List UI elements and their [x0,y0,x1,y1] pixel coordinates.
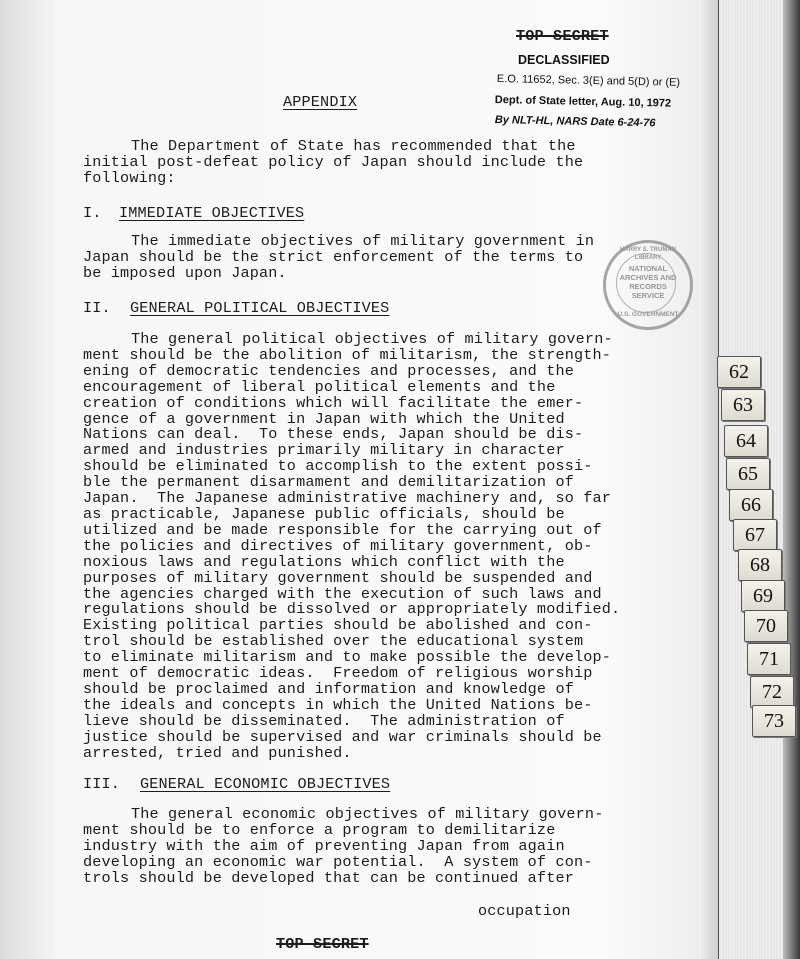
section-2-heading: GENERAL POLITICAL OBJECTIVES [130,299,390,317]
seal-line-4: SERVICE [631,291,665,300]
index-tab-66[interactable]: 66 [729,489,773,521]
section-3-numeral: III. [83,775,121,793]
intro-paragraph: The Department of State has recommended that the initial post-defeat policy of Japan should include the following: [83,137,584,187]
seal-line-1: NATIONAL [628,264,668,273]
page-title: APPENDIX [283,93,358,111]
top-secret-header: TOP SECRET [516,27,609,45]
index-tab-62[interactable]: 62 [717,356,761,388]
seal-bottom-text: U.S. GOVERNMENT [617,311,679,318]
declassified-by-line: By NLT-HL, NARS Date 6-24-76 [494,114,656,130]
top-secret-footer: TOP SECRET [276,935,369,953]
index-tab-64[interactable]: 64 [724,425,768,457]
index-tab-70[interactable]: 70 [744,610,788,642]
continuation-word: occupation [478,902,571,920]
seal-ring-text: HARRY S. TRUMAN LIBRARY [619,247,676,261]
library-seal [603,240,693,330]
index-tab-72[interactable]: 72 [750,676,794,708]
index-tab-63[interactable]: 63 [721,389,765,421]
dept-of-state-line: Dept. of State letter, Aug. 10, 1972 [494,94,672,110]
index-tab-67[interactable]: 67 [733,519,777,551]
seal-line-2: ARCHIVES AND [619,273,677,282]
index-tab-73[interactable]: 73 [752,705,796,737]
book-spine-shadow [783,0,800,959]
section-3-body: The general economic objectives of military govern- ment should be to enforce a program to demilitarize industry with the aim of preventing Japan from again developing an economic war potential. A system of con- trols should be developed that can be continued after [83,805,604,887]
section-1-numeral: I. [83,204,102,222]
section-1-body: The immediate objectives of military government in Japan should be the strict enforcement of the terms to be imposed upon Japan. [83,232,595,282]
seal-line-3: RECORDS [629,282,667,291]
eo-authority-line: E.O. 11652, Sec. 3(E) and 5(D) or (E) [496,73,681,89]
declassified-stamp: DECLASSIFIED [518,53,610,67]
section-2-numeral: II. [83,299,111,317]
section-3-heading: GENERAL ECONOMIC OBJECTIVES [140,775,391,793]
index-tab-65[interactable]: 65 [726,458,770,490]
index-tab-69[interactable]: 69 [741,580,785,612]
index-tab-68[interactable]: 68 [738,549,782,581]
section-2-body: The general political objectives of military govern- ment should be the abolition of militarism, the strength- ening of democratic tendencies and processes, and the encouragement of liberal political elements and the creation of conditions which will facilitate the emer- gence of a government in Japan with which the United Nations can deal. To these ends, Japan should be dis- armed and industries primarily military in character should be eliminated to accomplish to the extent possi- ble the permanent disarmament and demilitarization of Japan. The Japanese administrative machinery and, so far as practicable, Japanese public officials, should be utilized and be made responsible for the carrying out of the policies and directives of military government, ob- noxious laws and regulations which conflict with the purposes of military government should be suspended and the agencies charged with the execution of such laws and regulations should be dissolved or appropriately modified. Existing political parties should be abolished and con- trol should be established over the educational system to eliminate militarism and to make possible the develop- ment of democratic ideas. Freedom of religious worship should be proclaimed and information and knowledge of the ideals and concepts in which the United Nations be- lieve should be disseminated. The administration of justice should be supervised and war criminals should be arrested, tried and punished. [83,330,621,762]
section-1-heading: IMMEDIATE OBJECTIVES [119,204,305,222]
index-tab-71[interactable]: 71 [747,643,791,675]
